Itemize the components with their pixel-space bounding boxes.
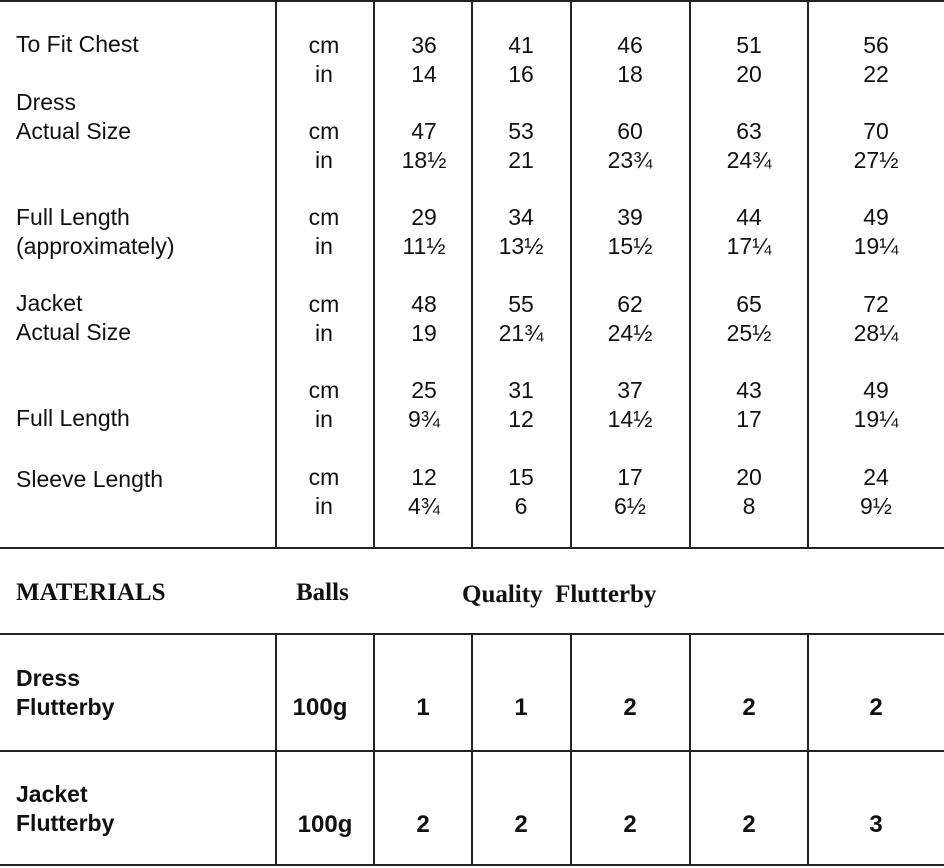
materials-label-dress — [16, 664, 114, 722]
value-in: 15½ — [607, 233, 653, 259]
unit-cell — [309, 376, 340, 434]
value-in: 24½ — [607, 320, 653, 346]
value-cell — [854, 117, 899, 175]
value-cm: 34 — [508, 204, 534, 230]
value-cell — [854, 290, 899, 348]
value-cell — [608, 290, 653, 348]
quality-heading: Quality Flutterby — [462, 581, 657, 608]
value-cm: 70 — [863, 118, 889, 144]
value-cell — [411, 31, 437, 89]
unit-cell — [309, 290, 340, 348]
value-cm: 15 — [508, 464, 534, 490]
value-in: 12 — [508, 406, 534, 432]
value-cm: 48 — [411, 291, 437, 317]
materials-balls-value: 2 — [416, 811, 430, 838]
value-cell — [508, 31, 534, 89]
mat-col-divider-1 — [275, 633, 277, 866]
materials-balls-value: 2 — [514, 811, 528, 838]
value-cell — [499, 290, 544, 348]
row-label-line: Dress — [16, 89, 77, 115]
value-cm: 43 — [736, 377, 762, 403]
row-label-to-fit-chest — [16, 30, 139, 59]
value-cm: 55 — [508, 291, 534, 317]
value-cm: 20 — [736, 464, 762, 490]
value-cell — [408, 463, 440, 521]
value-cm: 49 — [863, 204, 889, 230]
value-in: 4¾ — [408, 493, 440, 519]
materials-weight: 100g — [297, 811, 353, 838]
row-label-sleeve-length — [16, 465, 163, 494]
value-cell — [408, 376, 440, 434]
unit-cm: cm — [308, 464, 340, 490]
value-cell — [508, 463, 534, 521]
value-in: 25½ — [726, 320, 772, 346]
value-cm: 29 — [411, 204, 437, 230]
balls-heading: Balls — [296, 579, 349, 606]
value-in: 19¼ — [853, 406, 899, 432]
value-in: 18½ — [401, 147, 447, 173]
mat-col-divider-4 — [570, 633, 572, 866]
value-cell — [860, 463, 892, 521]
unit-cm: cm — [308, 377, 340, 403]
value-cm: 51 — [736, 32, 762, 58]
value-in: 19¼ — [853, 233, 899, 259]
value-in: 27½ — [853, 147, 899, 173]
mat-col-divider-2 — [373, 633, 375, 866]
value-cm: 37 — [617, 377, 643, 403]
value-cm: 44 — [736, 204, 762, 230]
value-cm: 12 — [411, 464, 437, 490]
materials-balls-value: 3 — [869, 811, 883, 838]
value-cell — [736, 463, 762, 521]
materials-balls-value: 2 — [623, 694, 637, 721]
unit-in: in — [315, 147, 333, 173]
value-cm: 47 — [411, 118, 437, 144]
value-in: 24¾ — [726, 147, 772, 173]
unit-cell — [309, 117, 340, 175]
unit-cm: cm — [308, 118, 340, 144]
value-cm: 53 — [508, 118, 534, 144]
value-cm: 65 — [736, 291, 762, 317]
unit-cell — [309, 203, 340, 261]
value-in: 13½ — [498, 233, 544, 259]
materials-balls-value: 2 — [742, 694, 756, 721]
value-in: 28¼ — [853, 320, 899, 346]
value-cm: 56 — [863, 32, 889, 58]
value-cm: 60 — [617, 118, 643, 144]
value-cm: 63 — [736, 118, 762, 144]
unit-in: in — [315, 493, 333, 519]
materials-label-line: Jacket — [16, 781, 88, 807]
materials-balls-value: 1 — [514, 694, 528, 721]
row-label-jacket-actual-size — [16, 289, 131, 347]
materials-balls-value: 2 — [623, 811, 637, 838]
value-cm: 41 — [508, 32, 534, 58]
value-cell — [614, 463, 646, 521]
col-divider-3 — [471, 0, 473, 548]
col-divider-2 — [373, 0, 375, 548]
value-cell — [863, 31, 889, 89]
col-divider-6 — [807, 0, 809, 548]
value-in: 23¾ — [607, 147, 653, 173]
value-in: 9¾ — [408, 406, 440, 432]
value-cell — [727, 117, 772, 175]
value-cell — [508, 376, 534, 434]
value-in: 14 — [411, 61, 437, 87]
value-in: 6 — [514, 493, 528, 519]
value-cell — [854, 376, 899, 434]
materials-label-jacket — [16, 780, 114, 838]
value-in: 16 — [508, 61, 534, 87]
value-cell — [736, 376, 762, 434]
unit-cell — [309, 31, 340, 89]
col-divider-5 — [689, 0, 691, 548]
value-cell — [508, 117, 534, 175]
unit-cm: cm — [308, 204, 340, 230]
value-cell — [499, 203, 544, 261]
value-in: 11½ — [402, 233, 446, 259]
value-cm: 62 — [617, 291, 643, 317]
unit-in: in — [315, 233, 333, 259]
unit-in: in — [315, 320, 333, 346]
value-cm: 17 — [617, 464, 643, 490]
unit-cell — [309, 463, 340, 521]
value-in: 21 — [508, 147, 534, 173]
row-label-line: Sleeve Length — [16, 466, 164, 492]
value-in: 6½ — [614, 493, 646, 519]
value-cm: 36 — [411, 32, 437, 58]
materials-balls-value: 2 — [742, 811, 756, 838]
value-cm: 24 — [863, 464, 889, 490]
col-divider-1 — [275, 0, 277, 548]
value-cell — [727, 203, 772, 261]
row-label-line: Full Length — [16, 204, 130, 230]
col-divider-4 — [570, 0, 572, 548]
unit-cm: cm — [308, 291, 340, 317]
materials-label-line: Dress — [16, 665, 80, 691]
value-cell — [608, 203, 653, 261]
row-label-line: (approximately) — [16, 233, 175, 259]
row-label-full-length-approx — [16, 203, 175, 261]
unit-in: in — [315, 61, 333, 87]
value-in: 9½ — [860, 493, 892, 519]
value-cell — [402, 203, 445, 261]
value-cell — [608, 376, 653, 434]
value-in: 8 — [742, 493, 756, 519]
unit-in: in — [315, 406, 333, 432]
value-cm: 72 — [863, 291, 889, 317]
value-cell — [411, 290, 437, 348]
value-in: 14½ — [607, 406, 653, 432]
value-cell — [854, 203, 899, 261]
value-cm: 31 — [508, 377, 534, 403]
value-in: 19 — [411, 320, 437, 346]
mat-col-divider-6 — [807, 633, 809, 866]
mat-col-divider-3 — [471, 633, 473, 866]
value-cm: 46 — [617, 32, 643, 58]
materials-label-line: Flutterby — [16, 694, 115, 720]
value-cm: 49 — [863, 377, 889, 403]
value-cell — [736, 31, 762, 89]
sizes-bottom-border — [0, 547, 944, 549]
row-label-line: Full Length — [16, 405, 130, 431]
value-in: 20 — [736, 61, 762, 87]
mat-col-divider-5 — [689, 633, 691, 866]
value-in: 17¼ — [726, 233, 772, 259]
materials-weight: 100g — [292, 694, 348, 721]
row-label-full-length — [16, 404, 130, 433]
value-in: 17 — [736, 406, 762, 432]
value-cm: 25 — [411, 377, 437, 403]
value-in: 22 — [863, 61, 889, 87]
materials-heading: MATERIALS — [16, 579, 166, 606]
value-cell — [402, 117, 447, 175]
row-label-line: To Fit Chest — [16, 31, 139, 57]
materials-label-line: Flutterby — [16, 810, 115, 836]
value-cell — [617, 31, 643, 89]
row-label-line: Actual Size — [16, 118, 132, 144]
value-in: 18 — [617, 61, 643, 87]
value-in: 21¾ — [498, 320, 544, 346]
row-label-line: Jacket — [16, 290, 83, 316]
materials-balls-value: 1 — [416, 694, 430, 721]
row-label-line: Actual Size — [16, 319, 132, 345]
materials-balls-value: 2 — [869, 694, 883, 721]
value-cell — [608, 117, 653, 175]
value-cell — [727, 290, 772, 348]
row-label-dress-actual-size — [16, 88, 131, 146]
unit-cm: cm — [308, 32, 340, 58]
value-cm: 39 — [617, 204, 643, 230]
